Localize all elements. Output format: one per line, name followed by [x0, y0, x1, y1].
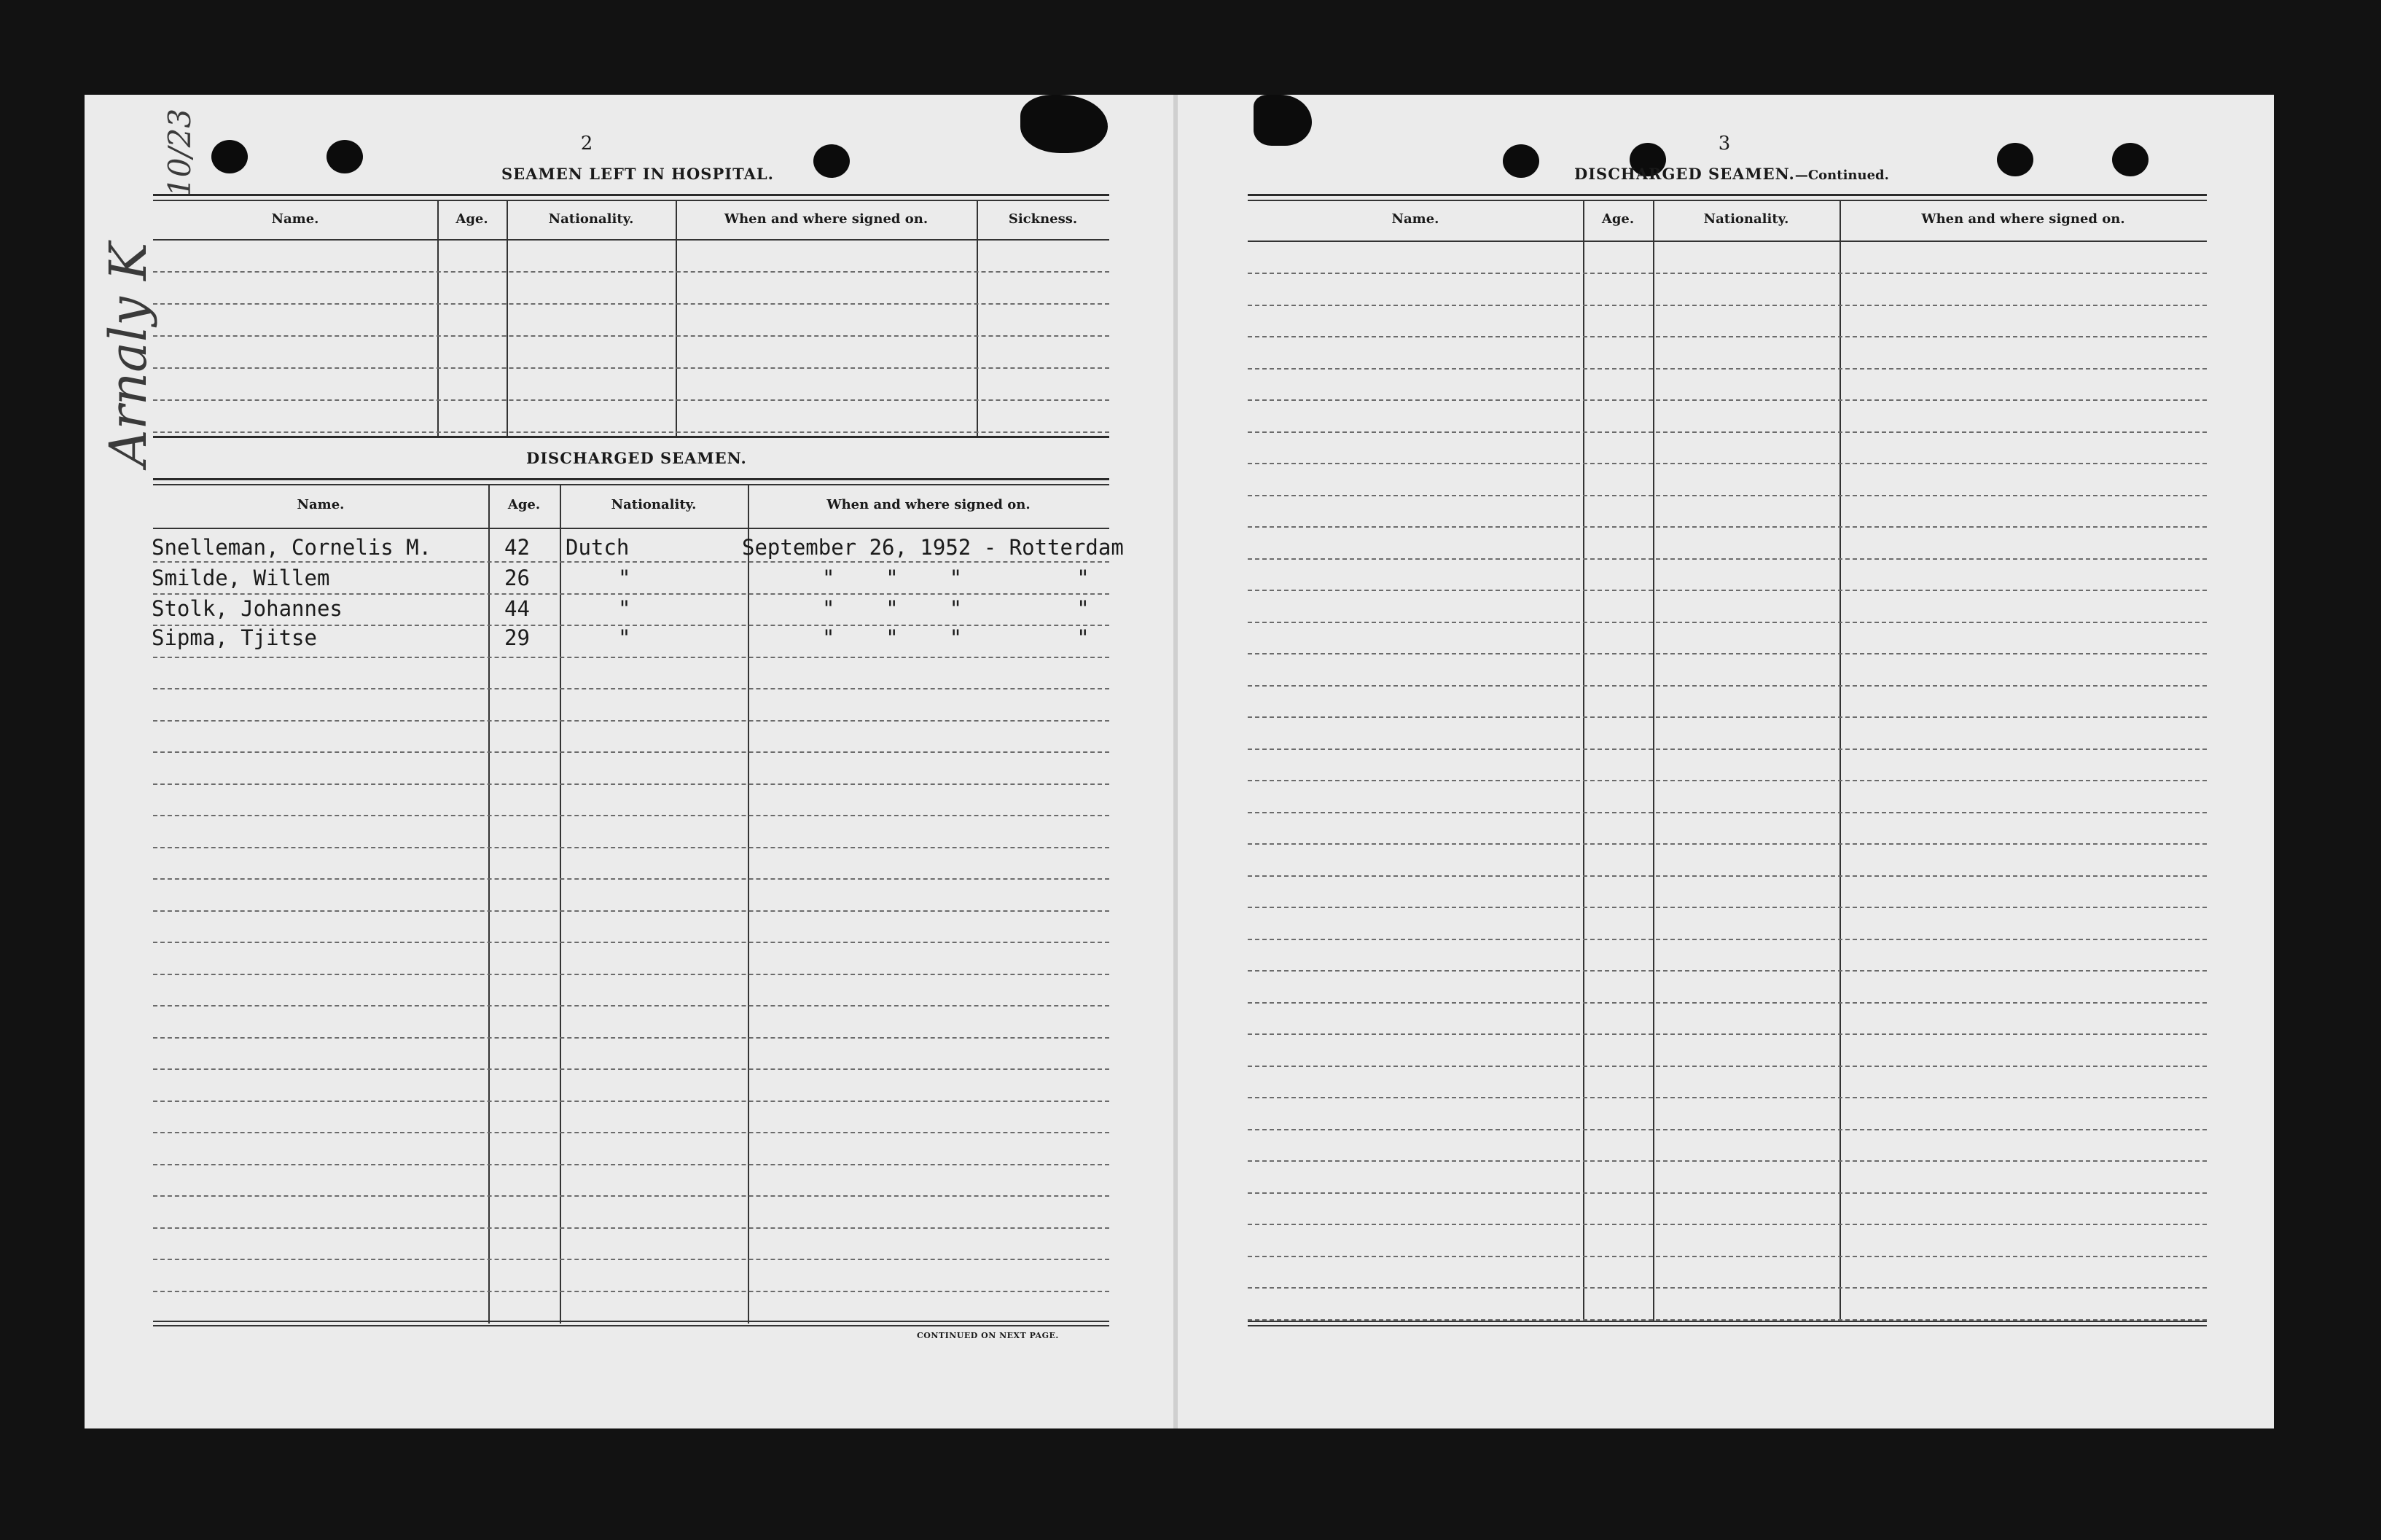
- ruled-line: [1248, 590, 2207, 591]
- col-nationality: Nationality.: [611, 497, 697, 512]
- ruled-line: [153, 878, 1109, 880]
- right-page: [1173, 95, 2274, 1428]
- ruled-line: [153, 367, 1109, 369]
- col-signed-on: When and where signed on.: [1921, 211, 2125, 227]
- table-rule: [1248, 241, 2207, 242]
- ruled-line: [153, 399, 1109, 401]
- hospital-section-title: SEAMEN LEFT IN HOSPITAL.: [501, 165, 774, 183]
- col-name: Name.: [271, 211, 319, 227]
- ruled-line: [153, 1132, 1109, 1133]
- row-age: 29: [504, 625, 530, 650]
- col-signed-on: When and where signed on.: [724, 211, 928, 227]
- col-signed-on: When and where signed on.: [826, 497, 1031, 512]
- table-rule: [153, 478, 1109, 480]
- column-divider: [1653, 201, 1654, 1322]
- ruled-line: [153, 1068, 1109, 1070]
- column-divider: [560, 485, 561, 1324]
- col-age: Age.: [507, 497, 541, 512]
- col-sickness: Sickness.: [1008, 211, 1078, 227]
- column-divider: [748, 485, 749, 1324]
- ruled-line: [1248, 622, 2207, 623]
- row-nationality: Dutch: [566, 535, 630, 560]
- col-nationality: Nationality.: [548, 211, 634, 227]
- ruled-line: [1248, 970, 2207, 972]
- ruled-line: [153, 910, 1109, 912]
- table-rule: [1248, 194, 2207, 196]
- page-number: 3: [1718, 133, 1731, 155]
- ruled-line: [1248, 1256, 2207, 1257]
- ruled-line: [153, 1259, 1109, 1260]
- continued-note: CONTINUED ON NEXT PAGE.: [917, 1331, 1059, 1340]
- punch-hole: [1997, 143, 2033, 176]
- table-rule: [1248, 1321, 2207, 1322]
- ruled-line: [153, 335, 1109, 337]
- column-divider: [1583, 201, 1584, 1322]
- ruled-line: [153, 271, 1109, 273]
- table-rule: [153, 239, 1109, 241]
- ruled-line: [1248, 843, 2207, 845]
- table-rule: [153, 1321, 1109, 1322]
- punch-hole: [327, 140, 363, 173]
- ruled-line: [1248, 336, 2207, 337]
- row-nationality: ": [618, 566, 631, 590]
- column-divider: [1839, 201, 1841, 1322]
- row-name: Smilde, Willem: [152, 566, 330, 590]
- ruled-line: [1248, 748, 2207, 750]
- row-name: Stolk, Johannes: [152, 596, 343, 621]
- ruled-line: [1248, 1224, 2207, 1225]
- ruled-line: [1248, 305, 2207, 306]
- ruled-line: [153, 751, 1109, 753]
- table-rule: [153, 1325, 1109, 1326]
- row-nationality: ": [618, 625, 631, 650]
- ruled-line: [153, 974, 1109, 975]
- row-signed-on: " " " ": [822, 625, 1090, 650]
- ruled-line: [153, 942, 1109, 943]
- punch-hole: [2112, 143, 2149, 176]
- row-age: 44: [504, 596, 530, 621]
- ruled-line: [1248, 1002, 2207, 1004]
- ruled-line: [153, 1164, 1109, 1165]
- ruled-line: [153, 1005, 1109, 1007]
- ruled-line: [1248, 875, 2207, 877]
- row-name: Snelleman, Cornelis M.: [152, 535, 432, 560]
- ruled-line: [1248, 495, 2207, 496]
- ruled-line: [153, 815, 1109, 816]
- handwritten-margin-note: Arnaly K: [98, 242, 158, 466]
- col-age: Age.: [456, 211, 488, 227]
- ruled-line: [153, 688, 1109, 689]
- ruled-line: [1248, 1129, 2207, 1130]
- col-name: Name.: [1391, 211, 1439, 227]
- ruled-line: [153, 1195, 1109, 1197]
- ruled-line: [1248, 1097, 2207, 1098]
- ruled-line: [1248, 1066, 2207, 1067]
- ruled-line: [153, 593, 1109, 595]
- ruled-line: [1248, 685, 2207, 687]
- col-nationality: Nationality.: [1703, 211, 1789, 227]
- ruled-line: [153, 847, 1109, 848]
- table-rule: [153, 484, 1109, 485]
- col-age: Age.: [1601, 211, 1635, 227]
- page-number: 2: [580, 133, 593, 155]
- ruled-line: [1248, 558, 2207, 560]
- ruled-line: [1248, 368, 2207, 370]
- ruled-line: [1248, 812, 2207, 813]
- ruled-line: [1248, 431, 2207, 433]
- ruled-line: [153, 303, 1109, 305]
- ruled-line: [153, 657, 1109, 658]
- row-age: 42: [504, 535, 530, 560]
- ruled-line: [1248, 399, 2207, 401]
- ruled-line: [1248, 1033, 2207, 1035]
- ruled-line: [1248, 526, 2207, 528]
- ruled-line: [1248, 780, 2207, 781]
- column-divider: [488, 485, 490, 1324]
- ruled-line: [1248, 463, 2207, 464]
- table-rule: [153, 194, 1109, 196]
- discharged-continued-title: DISCHARGED SEAMEN.—Continued.: [1574, 165, 1889, 183]
- row-signed-on: " " " ": [822, 566, 1090, 590]
- table-rule: [153, 436, 1109, 438]
- ruled-line: [153, 561, 1109, 563]
- ruled-line: [153, 1227, 1109, 1229]
- ruled-line: [1248, 1160, 2207, 1162]
- ruled-line: [153, 720, 1109, 722]
- page-fold: [1173, 95, 1178, 1428]
- ruled-line: [153, 431, 1109, 433]
- row-signed-on: September 26, 1952 - Rotterdam: [742, 535, 1124, 560]
- ruled-line: [153, 1291, 1109, 1292]
- row-name: Sipma, Tjitse: [152, 625, 317, 650]
- ruled-line: [1248, 907, 2207, 908]
- punch-hole: [211, 140, 248, 173]
- ruled-line: [153, 1101, 1109, 1102]
- ruled-line: [153, 1037, 1109, 1039]
- ruled-line: [1248, 1287, 2207, 1289]
- ruled-line: [1248, 653, 2207, 654]
- discharged-section-title: DISCHARGED SEAMEN.: [526, 449, 747, 467]
- table-rule: [1248, 1325, 2207, 1326]
- row-age: 26: [504, 566, 530, 590]
- table-rule: [153, 528, 1109, 529]
- ruled-line: [1248, 939, 2207, 940]
- left-page: [85, 95, 1181, 1428]
- punch-hole: [1503, 144, 1539, 178]
- ruled-line: [153, 783, 1109, 785]
- handwritten-date: 10/23: [162, 108, 198, 197]
- ruled-line: [1248, 273, 2207, 274]
- row-signed-on: " " " ": [822, 596, 1090, 621]
- table-rule: [1248, 200, 2207, 201]
- table-rule: [153, 200, 1109, 201]
- punch-hole: [813, 144, 850, 178]
- row-nationality: ": [618, 596, 631, 621]
- ruled-line: [1248, 1192, 2207, 1194]
- ruled-line: [1248, 716, 2207, 718]
- col-name: Name.: [297, 497, 345, 512]
